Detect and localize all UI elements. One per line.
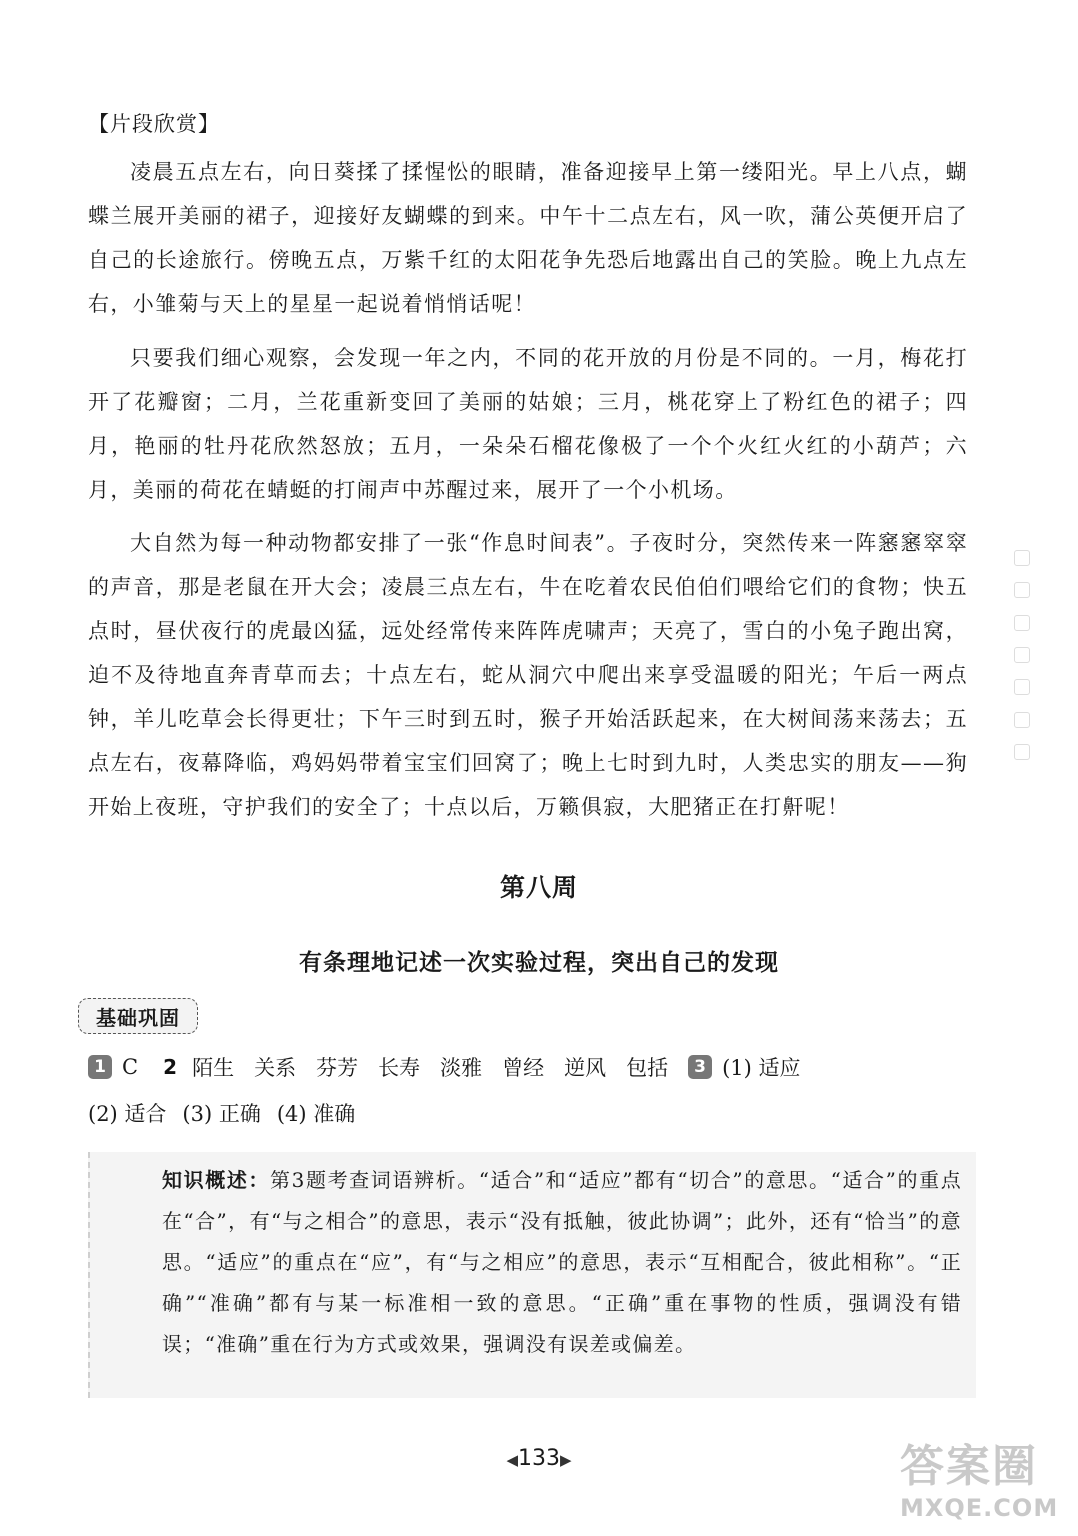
answer-q1: C — [122, 1055, 139, 1079]
watermark-logo: 答案圈 — [900, 1441, 1038, 1492]
watermark-url: MXQE.COM — [900, 1494, 1059, 1522]
answer-word: 陌生 — [192, 1056, 235, 1080]
week-title: 第八周 — [499, 873, 578, 902]
answer-word: 关系 — [254, 1056, 297, 1080]
margin-mark — [1014, 647, 1030, 663]
left-triangle-icon: ◀ — [506, 1451, 518, 1469]
knowledge-text: 第3题考查词语辨析。“适合”和“适应”都有“切合”的意思。“适合”的重点在“合”，有“与之相合”的意思，表示“没有抵触，彼此协调”；此外，还有“恰当”的意思。“适应”的重点在“应”，有“与之相应”的意思，表示“互相配合，彼此相称”。“正确”“准确”都有与某一标准相一致的意思。“正确”重在事物的性质，强调没有错误；“准确”重在行为方式或效果，强调没有误差或偏差。 — [162, 1168, 963, 1356]
answer-word: 芬芳 — [316, 1056, 359, 1080]
margin-mark — [1014, 582, 1030, 598]
paragraph-animal-schedule: 大自然为每一种动物都安排了一张“作息时间表”。子夜时分，突然传来一阵窸窸窣窣的声音，那是老鼠在开大会；凌晨三点左右，牛在吃着农民伯伯们喂给它们的食物；快五点时，昼伏夜行的虎最凶猛，远处经常传来阵阵虎啸声；天亮了，雪白的小兔子跑出窝，迫不及待地直奔青草而去；十点左右，蛇从洞穴中爬出来享受温暖的阳光；午后一两点钟，羊儿吃草会长得更壮；下午三时到五时，猴子开始活跃起来，在大树间荡来荡去；五点左右，夜幕降临，鸡妈妈带着宝宝们回窝了；晚上七时到九时，人类忠实的朋友——狗开始上夜班，守护我们的安全了；十点以后，万籁俱寂，大肥猪正在打鼾呢！ — [88, 531, 968, 819]
margin-mark — [1014, 679, 1030, 695]
paragraph-sunflower: 凌晨五点左右，向日葵揉了揉惺忪的眼睛，准备迎接早上第一缕阳光。早上八点，蝴蝶兰展开美丽的裙子，迎接好友蝴蝶的到来。中午十二点左右，风一吹，蒲公英便开启了自己的长途旅行。傍晚五点，万紫千红的太阳花争先恐后地露出自己的笑脸。晚上九点左右，小雏菊与天上的星星一起说着悄悄话呢！ — [88, 160, 968, 316]
section-tag-basics: 基础巩固 — [78, 998, 198, 1034]
answer-word: 长寿 — [378, 1056, 421, 1080]
margin-mark — [1014, 615, 1030, 631]
right-triangle-icon: ▶ — [560, 1451, 572, 1469]
answer-word: 包括 — [626, 1056, 669, 1080]
question-number-badge: 1 — [88, 1055, 112, 1079]
knowledge-summary-box — [88, 1152, 976, 1398]
answer-q3-item: (3) 正确 — [182, 1102, 261, 1126]
knowledge-label: 知识概述： — [162, 1168, 271, 1192]
answer-word: 逆风 — [564, 1056, 607, 1080]
answer-q3-item: (4) 准确 — [276, 1102, 356, 1126]
watermark — [900, 1440, 1070, 1530]
margin-mark — [1014, 712, 1030, 728]
paragraph-monthly-flowers: 只要我们细心观察，会发现一年之内，不同的花开放的月份是不同的。一月，梅花打开了花瓣窗；二月，兰花重新变回了美丽的姑娘；三月，桃花穿上了粉红色的裙子；四月，艳丽的牡丹花欣然怒放；五月，一朵朵石榴花像极了一个个火红火红的小葫芦；六月，美丽的荷花在蜻蜓的打闹声中苏醒过来，展开了一个小机场。 — [88, 346, 968, 502]
answer-q3-item: (1) 适应 — [722, 1056, 801, 1080]
answers-line-2 — [88, 1096, 355, 1130]
section-label: 【片段欣赏】 — [88, 112, 220, 136]
margin-mark — [1014, 550, 1030, 566]
answer-word: 淡雅 — [440, 1056, 483, 1080]
margin-mark — [1014, 744, 1030, 760]
page-number-value: 133 — [518, 1446, 560, 1471]
answer-q3-item: (2) 适合 — [88, 1102, 167, 1126]
knowledge-summary — [162, 1160, 962, 1365]
answer-word: 曾经 — [502, 1056, 545, 1080]
question-number-badge: 3 — [688, 1055, 712, 1079]
question-number-badge: 2 — [163, 1055, 178, 1079]
side-margin-marks — [1014, 550, 1028, 760]
chapter-title: 有条理地记述一次实验过程，突出自己的发现 — [299, 950, 779, 976]
answers-line-1 — [88, 1050, 801, 1084]
